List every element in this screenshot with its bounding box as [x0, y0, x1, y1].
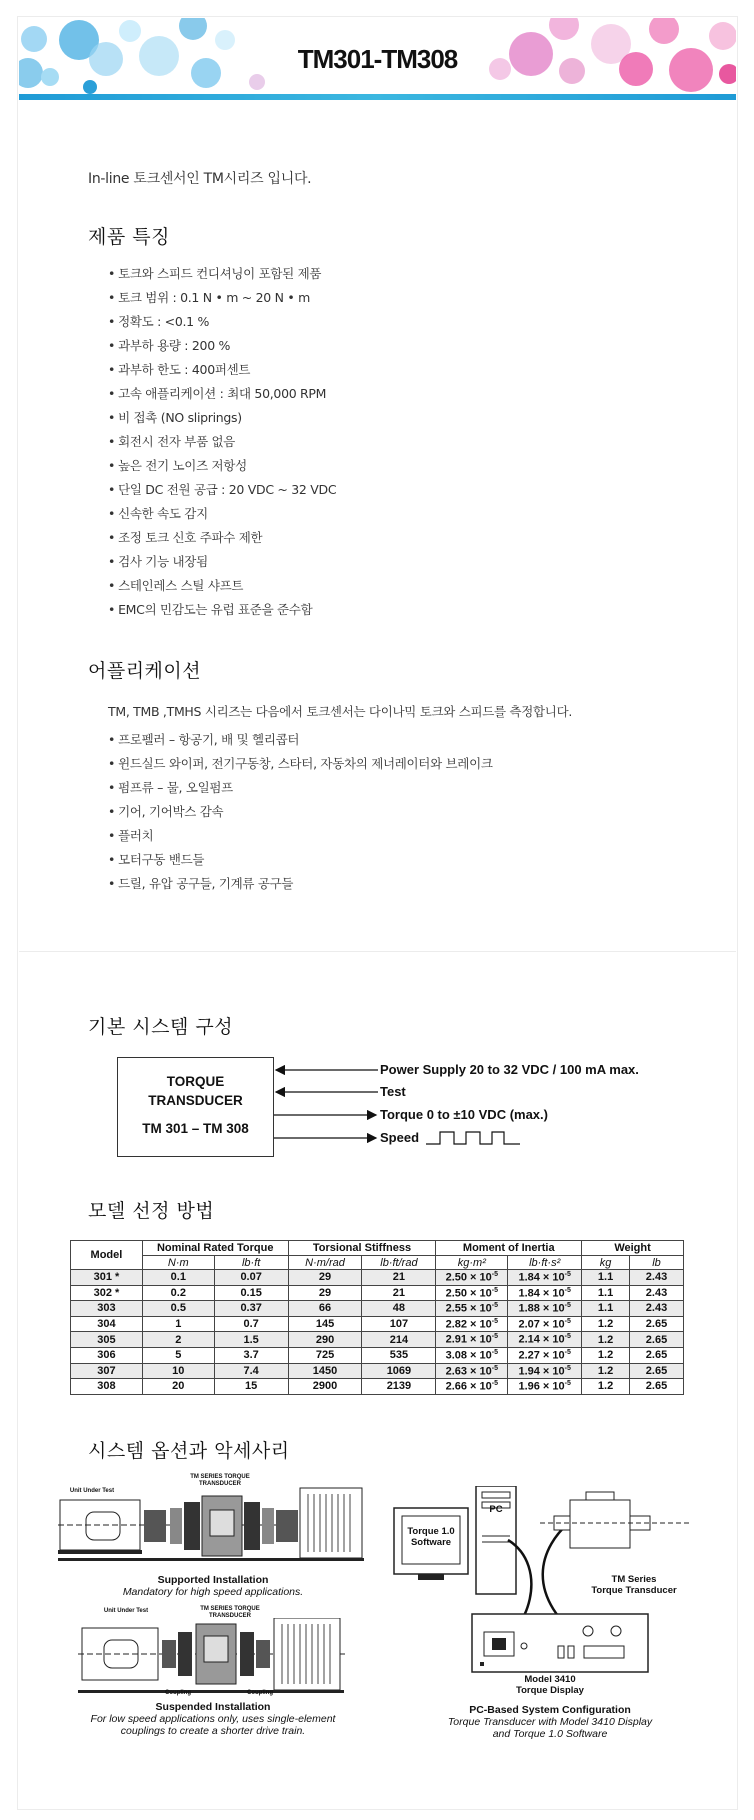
table-cell: 725: [288, 1347, 362, 1363]
table-cell: 2.43: [630, 1301, 684, 1317]
list-item: • 비 접촉 (NO sliprings): [108, 406, 336, 430]
list-item: • 스테인레스 스틸 샤프트: [108, 574, 336, 598]
cell-base: 1.96 × 10: [518, 1380, 565, 1393]
pc-subtitle-1: Torque Transducer with Model 3410 Display: [447, 1716, 653, 1728]
table-cell: 5: [142, 1347, 214, 1363]
cell-base: 2.63 × 10: [445, 1365, 492, 1378]
list-item: • 신속한 속도 감지: [108, 502, 336, 526]
suspended-installation-drawing: [78, 1618, 348, 1698]
table-cell: 66: [288, 1301, 362, 1317]
label-model-3410-sub: Torque Display: [516, 1685, 584, 1696]
table-cell: 1.2: [582, 1347, 630, 1363]
suspended-title: Suspended Installation: [155, 1701, 271, 1713]
cell-exponent: -5: [491, 1270, 499, 1278]
table-cell: 2.65: [630, 1363, 684, 1379]
pc-title: PC-Based System Configuration: [469, 1704, 631, 1716]
supported-installation-drawing: [58, 1486, 368, 1568]
supported-title: Supported Installation: [157, 1574, 269, 1586]
list-item: • 단일 DC 전원 공급 : 20 VDC ~ 32 VDC: [108, 478, 336, 502]
label-pc: PC: [489, 1504, 503, 1515]
label-coupling: Coupling: [247, 1690, 273, 1696]
cell-base: 2.66 × 10: [445, 1380, 492, 1393]
table-cell: 1.1: [582, 1301, 630, 1317]
cell-exponent: -5: [564, 1302, 571, 1310]
table-cell: 303: [71, 1301, 143, 1317]
table-cell: 3.7: [214, 1347, 288, 1363]
header-torque: Nominal Rated Torque: [142, 1241, 288, 1256]
signal-speed: Speed: [380, 1130, 420, 1145]
system-title: 기본 시스템 구성: [88, 1016, 234, 1038]
cell-base: 2.55 × 10: [445, 1302, 492, 1315]
unit-cell: lb·ft/rad: [362, 1256, 436, 1270]
features-title: 제품 특징: [88, 226, 170, 248]
spec-table-body: [71, 1270, 684, 1395]
torque-transducer-box: [117, 1057, 274, 1157]
model-selection-title: 모델 선정 방법: [88, 1200, 215, 1222]
table-cell: [436, 1285, 508, 1301]
cell-base: 1.88 × 10: [518, 1302, 565, 1315]
unit-cell: lb·ft: [214, 1256, 288, 1270]
table-cell: 0.2: [142, 1285, 214, 1301]
suspended-subtitle-1: For low speed applications only, uses single-element: [90, 1713, 336, 1725]
table-cell: [436, 1270, 508, 1286]
table-cell: 20: [142, 1379, 214, 1395]
table-cell: 1.2: [582, 1363, 630, 1379]
cell-exponent: -5: [491, 1302, 499, 1310]
model-spec-table: [70, 1240, 684, 1395]
list-item: • 회전시 전자 부품 없음: [108, 430, 336, 454]
table-row: [71, 1270, 684, 1286]
list-item: • 기어, 기어박스 감속: [108, 800, 493, 824]
list-item: • 윈드실드 와이퍼, 전기구동창, 스타터, 자동차의 제너레이터와 브레이크: [108, 752, 493, 776]
table-cell: 307: [71, 1363, 143, 1379]
table-row: [71, 1301, 684, 1317]
list-item: • 조정 토크 신호 주파수 제한: [108, 526, 336, 550]
label-tm-series: TM SERIES TORQUE TRANSDUCER: [190, 1474, 250, 1487]
cell-exponent: -5: [564, 1348, 571, 1356]
table-cell: 2.43: [630, 1270, 684, 1286]
table-cell: [436, 1363, 508, 1379]
unit-cell: N·m: [142, 1256, 214, 1270]
table-cell: [508, 1347, 582, 1363]
table-cell: [436, 1301, 508, 1317]
table-cell: 308: [71, 1379, 143, 1395]
cell-exponent: -5: [564, 1286, 571, 1294]
table-cell: 214: [362, 1332, 436, 1348]
unit-cell: N·m/rad: [288, 1256, 362, 1270]
table-cell: [436, 1379, 508, 1395]
cell-exponent: -5: [491, 1364, 499, 1372]
table-cell: 0.15: [214, 1285, 288, 1301]
table-cell: 29: [288, 1285, 362, 1301]
list-item: • 고속 애플리케이션 : 최대 50,000 RPM: [108, 382, 336, 406]
unit-cell: lb: [630, 1256, 684, 1270]
table-row: [71, 1285, 684, 1301]
table-cell: 145: [288, 1316, 362, 1332]
label-model-3410: Model 3410: [524, 1674, 576, 1685]
table-cell: 2139: [362, 1379, 436, 1395]
label-tm-series: TM SERIES TORQUE TRANSDUCER: [200, 1606, 260, 1619]
list-item: • 드릴, 유압 공구들, 기계류 공구들: [108, 872, 493, 896]
list-item: • 검사 기능 내장됨: [108, 550, 336, 574]
table-cell: [508, 1285, 582, 1301]
table-cell: [508, 1379, 582, 1395]
cell-exponent: -5: [564, 1380, 571, 1388]
options-title: 시스템 옵션과 악세사리: [88, 1440, 290, 1462]
table-cell: 2.65: [630, 1316, 684, 1332]
list-item: • EMC의 민감도는 유럽 표준을 준수함: [108, 598, 336, 622]
table-cell: 7.4: [214, 1363, 288, 1379]
header-weight: Weight: [582, 1241, 684, 1256]
cell-exponent: -5: [491, 1333, 499, 1341]
table-cell: 107: [362, 1316, 436, 1332]
table-cell: 21: [362, 1285, 436, 1301]
table-cell: 2.65: [630, 1379, 684, 1395]
table-cell: 0.37: [214, 1301, 288, 1317]
table-cell: 0.5: [142, 1301, 214, 1317]
table-cell: 304: [71, 1316, 143, 1332]
supported-caption: [58, 1574, 368, 1598]
table-cell: [508, 1301, 582, 1317]
banner-stripe: [19, 94, 736, 100]
table-cell: [436, 1316, 508, 1332]
cell-base: 2.27 × 10: [518, 1349, 565, 1362]
table-cell: 48: [362, 1301, 436, 1317]
cell-base: 1.84 × 10: [518, 1271, 565, 1284]
table-cell: 1.2: [582, 1332, 630, 1348]
list-item: • 정확도 : <0.1 %: [108, 310, 336, 334]
table-cell: 2.65: [630, 1332, 684, 1348]
table-cell: 1.2: [582, 1379, 630, 1395]
list-item: • 모터구동 밴드들: [108, 848, 493, 872]
pc-caption: [420, 1704, 680, 1740]
cell-base: 3.08 × 10: [445, 1349, 492, 1362]
intro-text: In-line 토크센서인 TM시리즈 입니다.: [88, 171, 312, 187]
cell-exponent: -5: [564, 1317, 571, 1325]
table-cell: [508, 1316, 582, 1332]
list-item: • 과부하 용량 : 200 %: [108, 334, 336, 358]
list-item: • 토크 범위 : 0.1 N • m ~ 20 N • m: [108, 286, 336, 310]
label-coupling: Coupling: [165, 1690, 191, 1696]
table-cell: 29: [288, 1270, 362, 1286]
label-software: Torque 1.0 Software: [407, 1526, 455, 1548]
list-item: • 플러치: [108, 824, 493, 848]
label-tm-series: TM Series: [611, 1574, 657, 1585]
pc-subtitle-2: and Torque 1.0 Software: [492, 1728, 608, 1740]
table-cell: 2: [142, 1332, 214, 1348]
table-cell: 1: [142, 1316, 214, 1332]
list-item: • 높은 전기 노이즈 저항성: [108, 454, 336, 478]
signal-test: Test: [380, 1084, 406, 1099]
applications-title: 어플리케이션: [88, 660, 202, 682]
cell-base: 2.14 × 10: [518, 1334, 565, 1346]
table-cell: 290: [288, 1332, 362, 1348]
unit-cell: kg: [582, 1256, 630, 1270]
table-cell: 301 *: [71, 1270, 143, 1286]
list-item: • 펌프류 – 물, 오일펌프: [108, 776, 493, 800]
table-row: [71, 1363, 684, 1379]
cell-base: 1.94 × 10: [518, 1365, 565, 1378]
table-cell: 0.07: [214, 1270, 288, 1286]
header-model: Model: [71, 1241, 143, 1270]
header-inertia: Moment of Inertia: [436, 1241, 582, 1256]
table-cell: [436, 1332, 508, 1348]
cell-base: 2.07 × 10: [518, 1318, 565, 1331]
label-unit-under-test: Unit Under Test: [103, 1608, 149, 1614]
list-item: • 토크와 스피드 컨디셔닝이 포함된 제품: [108, 262, 336, 286]
header-stiffness: Torsional Stiffness: [288, 1241, 436, 1256]
unit-cell: lb·ft·s²: [508, 1256, 582, 1270]
table-cell: 1.2: [582, 1316, 630, 1332]
table-cell: [508, 1332, 582, 1348]
cell-base: 2.50 × 10: [445, 1271, 492, 1284]
signal-torque: Torque 0 to ±10 VDC (max.): [380, 1107, 548, 1122]
suspended-subtitle-2: couplings to create a shorter drive train.: [120, 1725, 306, 1737]
table-cell: 535: [362, 1347, 436, 1363]
table-cell: 2900: [288, 1379, 362, 1395]
table-cell: [508, 1270, 582, 1286]
supported-subtitle: Mandatory for high speed applications.: [122, 1586, 304, 1598]
table-cell: 0.1: [142, 1270, 214, 1286]
table-cell: 1.5: [214, 1332, 288, 1348]
table-cell: 2.43: [630, 1285, 684, 1301]
list-item: • 프로펠러 – 항공기, 배 및 헬리콥터: [108, 728, 493, 752]
cell-exponent: -5: [491, 1317, 499, 1325]
page-title: TM301-TM308: [297, 44, 458, 74]
cell-base: 2.82 × 10: [445, 1318, 492, 1331]
table-row: [71, 1332, 684, 1348]
table-cell: 2.65: [630, 1347, 684, 1363]
table-cell: 15: [214, 1379, 288, 1395]
table-row: [71, 1379, 684, 1395]
cell-exponent: -5: [491, 1380, 499, 1388]
box-line-3: TM 301 – TM 308: [142, 1121, 249, 1136]
table-row: [71, 1347, 684, 1363]
applications-intro: TM, TMB ,TMHS 시리즈는 다음에서 토크센서는 다이나믹 토크와 스피드를 측정합니다.: [108, 704, 573, 719]
table-cell: 1.1: [582, 1270, 630, 1286]
table-cell: [436, 1347, 508, 1363]
table-cell: 21: [362, 1270, 436, 1286]
cell-exponent: -5: [564, 1333, 571, 1341]
table-cell: 306: [71, 1347, 143, 1363]
label-tm-series-sub: Torque Transducer: [591, 1585, 677, 1596]
suspended-caption: [58, 1701, 368, 1737]
table-cell: 1.1: [582, 1285, 630, 1301]
cell-exponent: -5: [564, 1364, 571, 1372]
table-cell: [508, 1363, 582, 1379]
applications-list: [108, 728, 493, 896]
signal-power: Power Supply 20 to 32 VDC / 100 mA max.: [380, 1062, 639, 1077]
table-row: [71, 1316, 684, 1332]
cell-base: 1.84 × 10: [518, 1287, 565, 1300]
table-cell: 1450: [288, 1363, 362, 1379]
table-cell: 1069: [362, 1363, 436, 1379]
table-cell: 305: [71, 1332, 143, 1348]
header-banner: [19, 18, 736, 100]
table-cell: 0.7: [214, 1316, 288, 1332]
table-cell: 302 *: [71, 1285, 143, 1301]
cell-base: 2.50 × 10: [445, 1287, 492, 1300]
cell-exponent: -5: [564, 1270, 571, 1278]
unit-cell: kg·m²: [436, 1256, 508, 1270]
box-line-1: TORQUE: [166, 1074, 225, 1089]
section-divider: [19, 951, 736, 952]
table-cell: 10: [142, 1363, 214, 1379]
features-list: [108, 262, 336, 622]
cell-base: 2.91 × 10: [445, 1334, 492, 1346]
list-item: • 과부하 한도 : 400퍼센트: [108, 358, 336, 382]
cell-exponent: -5: [491, 1286, 499, 1294]
label-unit-under-test: Unit Under Test: [69, 1488, 115, 1494]
cell-exponent: -5: [491, 1348, 499, 1356]
box-line-2: TRANSDUCER: [148, 1093, 243, 1108]
